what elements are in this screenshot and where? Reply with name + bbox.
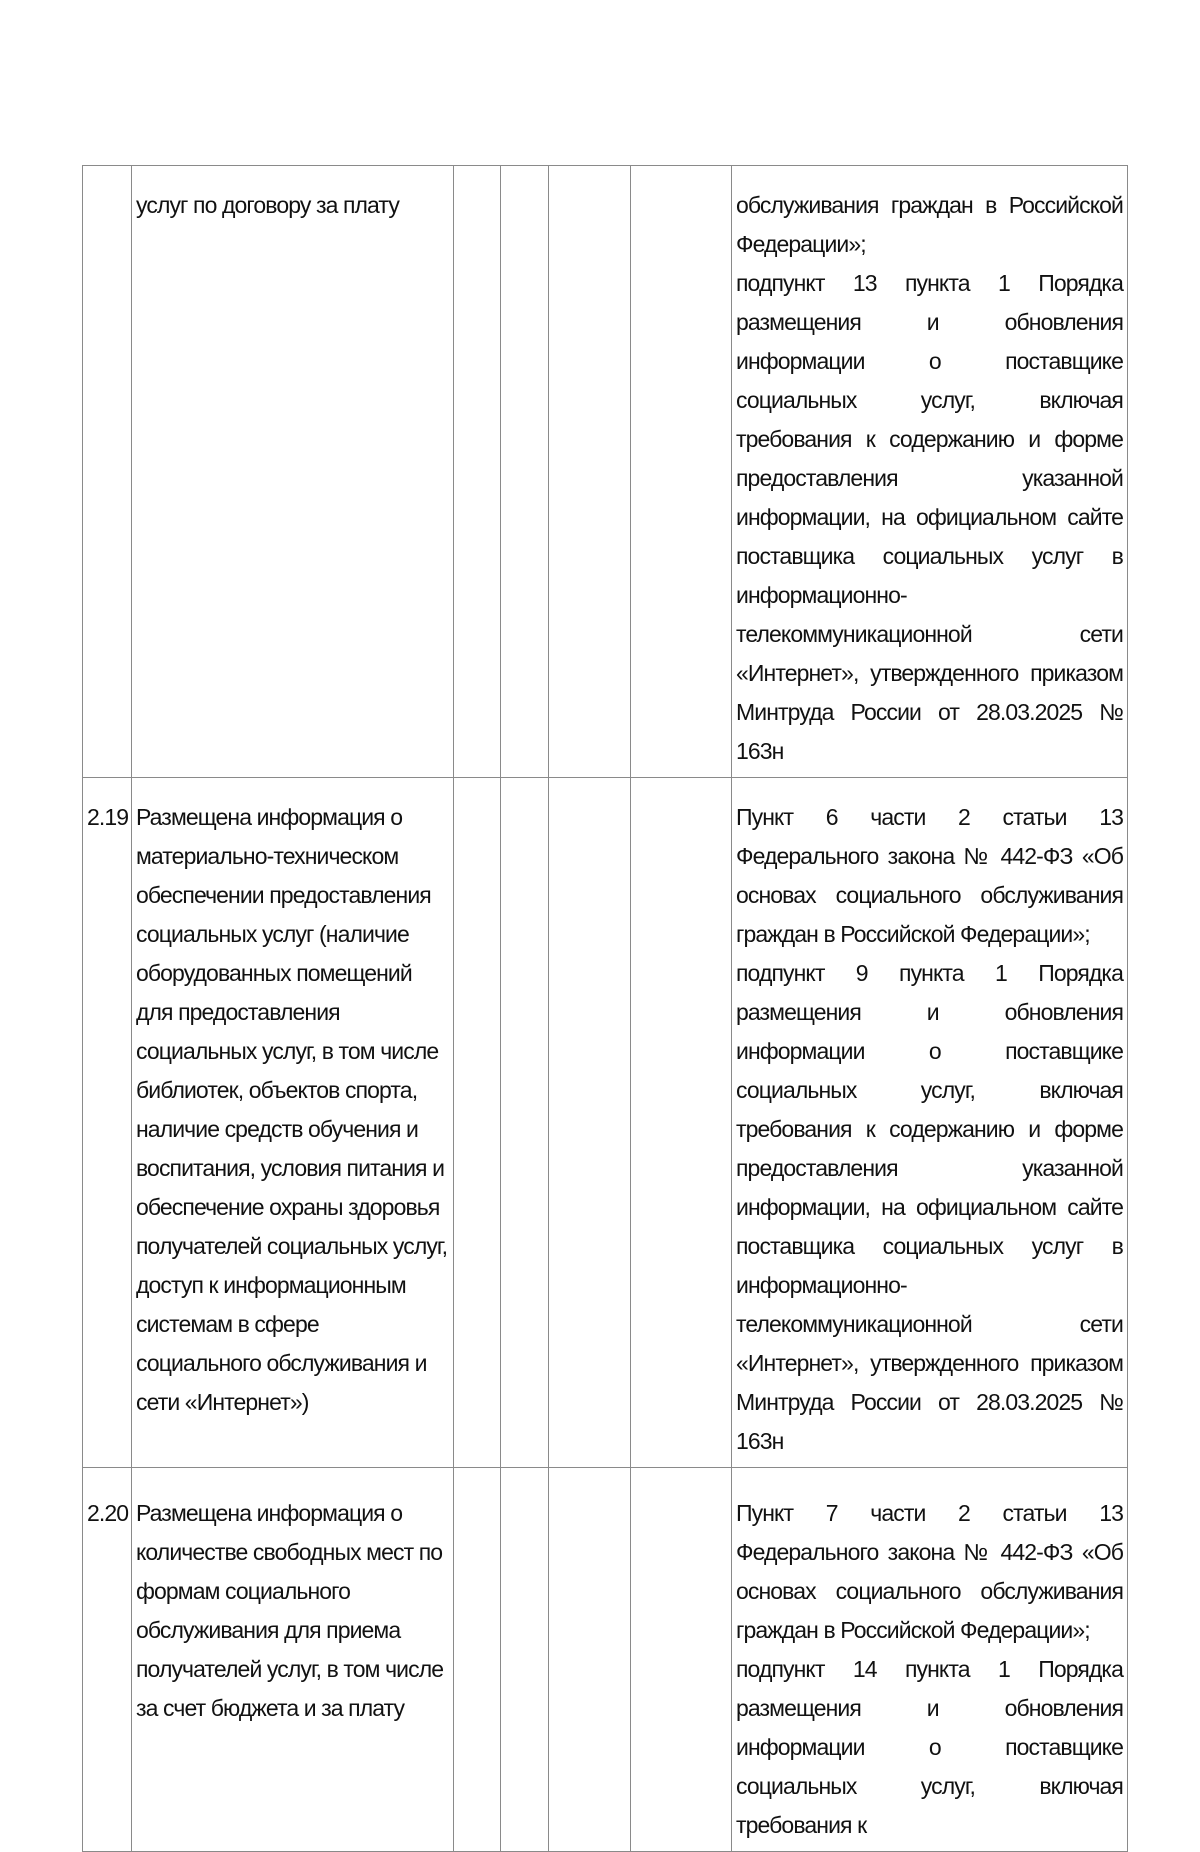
table-row <box>83 166 1128 778</box>
empty-cell <box>631 1468 732 1852</box>
legal-basis-paragraph: подпункт 9 пункта 1 Порядка размещения и обновления информации о поставщике социальных услуг, включая требования к содержанию и форме предоставления указанной информации, на официальном сайте поставщика социальных услуг в информационно-телекоммуникационной сети «Интернет», утвержденного приказом Минтруда России от 28.03.2025 № 163н <box>736 960 1123 1454</box>
table-row <box>83 778 1128 1468</box>
criteria-table <box>82 165 1128 1852</box>
legal-basis-cell <box>732 1468 1128 1852</box>
legal-basis-paragraph: Пункт 6 части 2 статьи 13 Федерального закона № 442-ФЗ «Об основах социального обслуживания граждан в Российской Федерации»; <box>736 804 1123 947</box>
legal-basis-paragraph: Пункт 7 части 2 статьи 13 Федерального закона № 442-ФЗ «Об основах социального обслуживания граждан в Российской Федерации»; <box>736 1500 1123 1643</box>
row-number-cell <box>83 166 132 778</box>
legal-basis-cell <box>732 778 1128 1468</box>
criterion-description-cell: Размещена информация о количестве свободных мест по формам социального обслуживания для приема получателей услуг, в том числе за счет бюджета и за плату <box>132 1468 454 1852</box>
row-number-cell: 2.20 <box>83 1468 132 1852</box>
empty-cell <box>549 1468 631 1852</box>
row-number-cell: 2.19 <box>83 778 132 1468</box>
empty-cell <box>501 1468 549 1852</box>
table-row <box>83 1468 1128 1852</box>
empty-cell <box>454 166 501 778</box>
empty-cell <box>631 778 732 1468</box>
legal-basis-paragraph: подпункт 13 пункта 1 Порядка размещения и обновления информации о поставщике социальных услуг, включая требования к содержанию и форме предоставления указанной информации, на официальном сайте поставщика социальных услуг в информационно-телекоммуникационной сети «Интернет», утвержденного приказом Минтруда России от 28.03.2025 № 163н <box>736 270 1123 764</box>
empty-cell <box>501 166 549 778</box>
empty-cell <box>501 778 549 1468</box>
empty-cell <box>549 778 631 1468</box>
empty-cell <box>631 166 732 778</box>
empty-cell <box>454 778 501 1468</box>
legal-basis-paragraph: обслуживания граждан в Российской Федерации»; <box>736 192 1123 257</box>
empty-cell <box>549 166 631 778</box>
empty-cell <box>454 1468 501 1852</box>
criterion-description-cell: услуг по договору за плату <box>132 166 454 778</box>
legal-basis-paragraph: подпункт 14 пункта 1 Порядка размещения и обновления информации о поставщике социальных услуг, включая требования к <box>736 1656 1123 1838</box>
criterion-description-cell: Размещена информация о материально-техническом обеспечении предоставления социальных услуг (наличие оборудованных помещений для предоставления социальных услуг, в том числе библиотек, объектов спорта, наличие средств обучения и воспитания, условия питания и обеспечение охраны здоровья получателей социальных услуг, доступ к информационным системам в сфере социального обслуживания и сети «Интернет») <box>132 778 454 1468</box>
legal-basis-cell <box>732 166 1128 778</box>
